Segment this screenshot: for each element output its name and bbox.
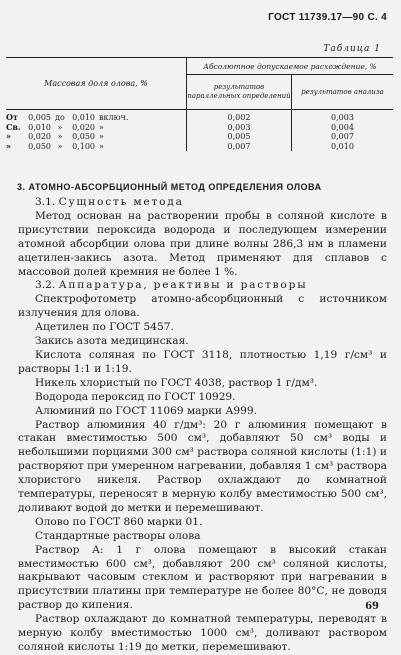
table-cell: 0,005 bbox=[227, 132, 251, 141]
body-text bbox=[0, 196, 401, 655]
table-cell: 0,003 bbox=[331, 113, 354, 122]
subsection-heading-3-1: 3.1. Сущность метода bbox=[35, 196, 184, 208]
table-cell: 0,004 bbox=[331, 122, 354, 132]
table-ranges-cell bbox=[6, 110, 187, 152]
paragraph: Раствор охлаждают до комнатной температуры, переводят в мерную колбу вместимостью 1000 см³, доливают раствором соляной кислоты 1:19 до метки, перемешивают. bbox=[18, 613, 387, 653]
table-sub1-header: результатов параллельных определений bbox=[187, 75, 292, 110]
table-row: Св. 0,010 » 0,020 » bbox=[6, 121, 104, 132]
table-col1-header: Массовая доля олова, % bbox=[6, 58, 187, 110]
paragraph: Стандартные растворы олова bbox=[35, 529, 201, 542]
paragraph: Алюминий по ГОСТ 11069 марки А999. bbox=[35, 404, 257, 417]
paragraph: Закись азота медицинская. bbox=[35, 335, 189, 348]
section-title: 3. АТОМНО-АБСОРБЦИОННЫЙ МЕТОД ОПРЕДЕЛЕНИЯ ОЛОВА bbox=[17, 182, 322, 192]
paragraph: Кислота соляная по ГОСТ 3118, плотностью 1,19 г/см³ и растворы 1:1 и 1:19. bbox=[18, 348, 387, 375]
table-cell: 0,007 bbox=[227, 141, 251, 151]
paragraph: Раствор алюминия 40 г/дм³: 20 г алюминия помещают в стакан вместимостью 500 см³, добавляют 50 см³ воды и небольшими порциями 300 см³ раствора соляной кислоты (1:1) и растворяют при умеренном нагревании, добавляя 1 см³ раствора хлористого никеля. Раствор охлаждают до комнатной температуры, переносят в мерную колбу вместимостью 500 см³, доливают водой до метки и перемешивают. bbox=[18, 418, 387, 514]
table-sub2-header: результатов анализа bbox=[292, 75, 394, 110]
paragraph: Олово по ГОСТ 860 марки 01. bbox=[35, 515, 203, 528]
paragraph: Раствор А: 1 г олова помещают в высокий стакан вместимостью 600 см³, добавляют 200 см³ соляной кислоты, накрывают часовым стеклом и растворяют при нагревании в присутствии платины при температуре не более 80°С, не доводя раствор до кипения. bbox=[18, 543, 387, 612]
paragraph: Метод основан на растворении пробы в соляной кислоте в присутствии пероксида водорода и последующем измерении атомной абсорбции олова при длине волны 286,3 нм в пламени ацетилен-закись азота. Метод применяют для сплавов с массовой долей кремния не более 1 %. bbox=[18, 209, 387, 278]
table-group-header: Абсолютное допускаемое расхождение, % bbox=[187, 58, 394, 75]
table-caption: Таблица 1 bbox=[323, 44, 381, 54]
table-parallel-cell bbox=[187, 110, 292, 152]
tolerance-table bbox=[6, 57, 393, 151]
paragraph: Спектрофотометр атомно-абсорбционный с источником излучения для олова. bbox=[18, 293, 387, 320]
subsection-heading-3-2: 3.2. Аппаратура, реактивы и растворы bbox=[35, 279, 308, 292]
page-header: ГОСТ 11739.17—90 С. 4 bbox=[268, 12, 387, 23]
paragraph: Никель хлористый по ГОСТ 4038, раствор 1 г/дм³. bbox=[35, 376, 318, 389]
table-row: » 0,020 » 0,050 » bbox=[6, 131, 104, 141]
table-analysis-cell bbox=[292, 110, 394, 152]
table-cell: 0,002 bbox=[227, 113, 251, 122]
paragraph: Водорода пероксид по ГОСТ 10929. bbox=[35, 390, 236, 403]
paragraph: Ацетилен по ГОСТ 5457. bbox=[35, 321, 174, 334]
table-cell: 0,003 bbox=[227, 122, 251, 132]
table-cell: 0,007 bbox=[331, 132, 354, 141]
table-row: » 0,050 » 0,100 » bbox=[6, 140, 104, 151]
table-row: От 0,005 до 0,010 включ. bbox=[6, 112, 129, 122]
table-cell: 0,010 bbox=[331, 141, 354, 151]
page-number: 69 bbox=[365, 601, 379, 612]
